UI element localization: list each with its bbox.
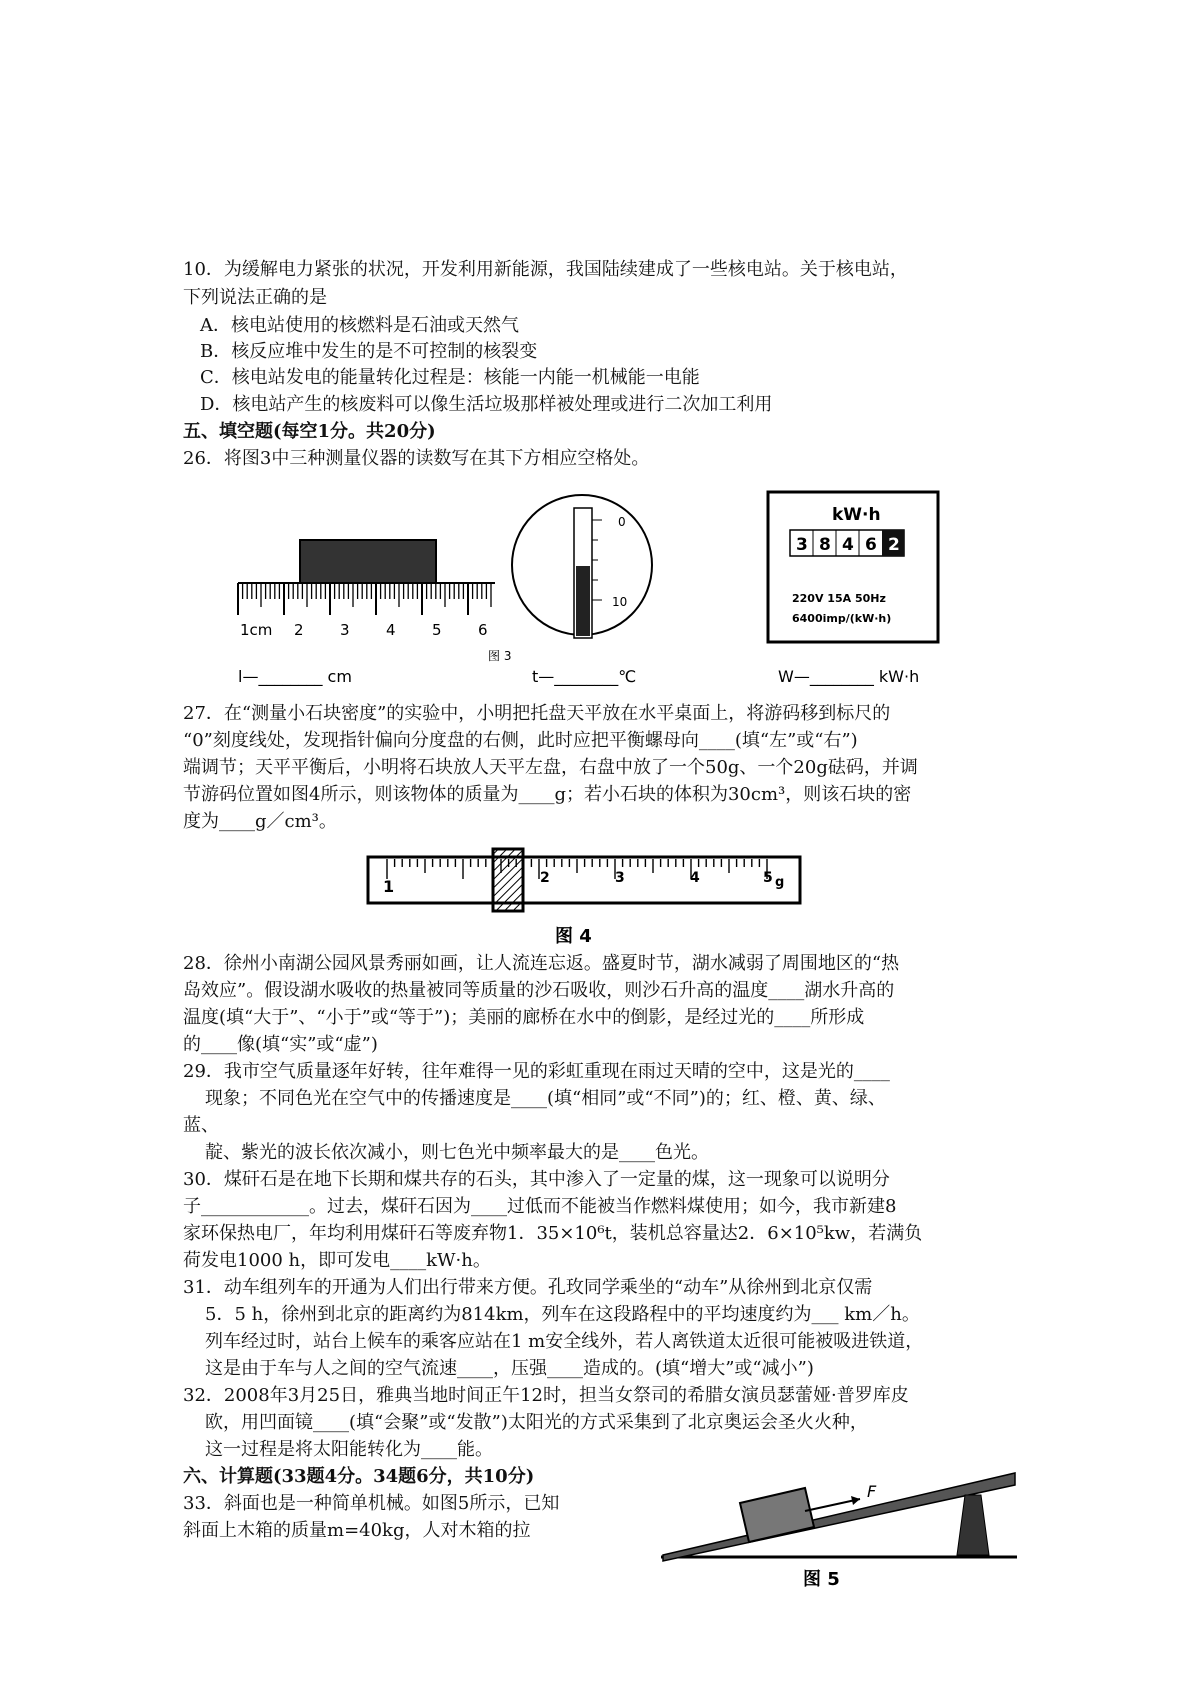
q10-stem-2: 下列说法正确的是 — [183, 287, 327, 308]
q28-line-2: 岛效应”。假设湖水吸收的热量被同等质量的沙石吸收，则沙石升高的温度____湖水升高的 — [183, 980, 895, 1001]
q28-line-1: 28．徐州小南湖公园风景秀丽如画，让人流连忘返。盛夏时节，湖水减弱了周围地区的“热 — [183, 953, 900, 974]
ruler-tick-label: 5 — [432, 621, 442, 639]
thermometer-answer: t—________℃ — [532, 667, 637, 686]
meter-spec-2: 6400imp/(kW·h) — [792, 612, 892, 625]
q27-line-5: 度为____g／cm³。 — [183, 811, 337, 832]
ruler-tick-label: 3 — [340, 621, 350, 639]
q10-option-c: C．核电站发电的能量转化过程是：核能一内能一机械能一电能 — [200, 367, 700, 388]
wooden-box — [740, 1488, 814, 1542]
q27-line-3: 端调节；天平平衡后，小明将石块放人天平左盘，右盘中放了一个50g、一个20g砝码，并调 — [183, 757, 918, 778]
section-6-title: 六、计算题(33题4分。34题6分，共10分) — [183, 1466, 535, 1487]
thermometer-tick-label: 10 — [612, 595, 628, 609]
q28-line-4: 的____像(填“实”或“虚”) — [183, 1034, 378, 1055]
q29-line-1: 29．我市空气质量逐年好转，往年难得一见的彩虹重现在雨过天晴的空中，这是光的____ — [183, 1061, 890, 1082]
q10-option-a: A．核电站使用的核燃料是石油或天然气 — [200, 315, 519, 336]
ruler-tick-label: 1cm — [240, 621, 273, 639]
ruler-figure — [238, 540, 495, 687]
incline-support — [957, 1495, 989, 1555]
meter-digit: 8 — [819, 535, 831, 555]
figure-3 — [220, 490, 1020, 695]
q10-option-d: D．核电站产生的核废料可以像生活垃圾那样被处理或进行二次加工利用 — [200, 394, 773, 415]
q10-option-b: B．核反应堆中发生的是不可控制的核裂变 — [200, 341, 538, 362]
measured-block — [300, 540, 436, 583]
scale-tick-label: 4 — [690, 870, 700, 886]
figure-4 — [365, 846, 805, 946]
meter-spec-1: 220V 15A 50Hz — [792, 592, 886, 605]
q30-line-1: 30．煤矸石是在地下长期和煤共存的石头，其中渗入了一定量的煤，这一现象可以说明分 — [183, 1169, 890, 1190]
scale-rider — [493, 849, 523, 911]
figure-3-label: 图 3 — [488, 649, 512, 663]
q27-line-4: 节游码位置如图4所示，则该物体的质量为____g；若小石块的体积为30cm³，则该石块的密 — [183, 784, 912, 805]
section-5-title: 五、填空题(每空1分。共20分) — [183, 421, 436, 442]
q32-line-2: 欧，用凹面镜____(填“会聚”或“发散”)太阳光的方式采集到了北京奥运会圣火火种， — [205, 1412, 868, 1433]
thermometer-tick-label: 0 — [618, 515, 626, 529]
q29-line-2: 现象；不同色光在空气中的传播速度是____(填“相同”或“不同”)的；红、橙、黄、绿、 — [205, 1088, 886, 1109]
q31-line-1: 31．动车组列车的开通为人们出行带来方便。孔玫同学乘坐的“动车”从徐州到北京仅需 — [183, 1277, 873, 1298]
scale-tick-label: 1 — [383, 877, 395, 896]
scale-tick-label: 5 — [763, 870, 773, 886]
q29-line-3: 蓝、 — [183, 1115, 219, 1136]
ruler-ticks — [238, 583, 491, 615]
q33-line-2: 斜面上木箱的质量m=40kg，人对木箱的拉 — [183, 1520, 531, 1541]
meter-digit: 2 — [888, 535, 900, 555]
q30-line-3: 家环保热电厂，年均利用煤矸石等废弃物1．35×10⁶t，装机总容量达2．6×10⁵kw，若满负 — [183, 1223, 923, 1244]
q10-stem-1: 10．为缓解电力紧张的状况，开发利用新能源，我国陆续建成了一些核电站。关于核电站， — [183, 259, 908, 280]
q32-line-3: 这一过程是将太阳能转化为____能。 — [205, 1439, 493, 1460]
ruler-tick-label: 6 — [478, 621, 488, 639]
q33-line-1: 33．斜面也是一种简单机械。如图5所示，已知 — [183, 1493, 560, 1514]
q32-line-1: 32．2008年3月25日，雅典当地时间正午12时，担当女祭司的希腊女演员瑟蕾娅·普罗库皮 — [183, 1385, 909, 1406]
q28-line-3: 温度(填“大于”、“小于”或“等于”)；美丽的廊桥在水中的倒影，是经过光的____所形成 — [183, 1007, 865, 1028]
figure-5-label: 图 5 — [803, 1569, 840, 1590]
meter-digit: 4 — [842, 535, 854, 555]
q31-line-3: 列车经过时，站台上候车的乘客应站在1 m安全线外，若人离铁道太近很可能被吸进铁道， — [205, 1331, 924, 1352]
meter-unit: kW·h — [832, 505, 881, 525]
ruler-tick-label: 2 — [294, 621, 304, 639]
ruler-tick-label: 4 — [386, 621, 396, 639]
figure-5 — [655, 1455, 1025, 1595]
energy-meter-figure — [768, 492, 938, 687]
q31-line-4: 这是由于车与人之间的空气流速____，压强____造成的。(填“增大”或“减小”) — [205, 1358, 814, 1379]
scale-tick-label: 3 — [615, 870, 625, 886]
thermometer-figure — [488, 495, 652, 687]
q29-line-4: 靛、紫光的波长依次减小，则七色光中频率最大的是____色光。 — [205, 1142, 709, 1163]
meter-digit: 6 — [865, 535, 877, 555]
meter-answer: W—________ kW·h — [778, 667, 920, 686]
meter-digit: 3 — [796, 535, 808, 555]
q27-line-1: 27．在“测量小石块密度”的实验中，小明把托盘天平放在水平桌面上，将游码移到标尺的 — [183, 703, 891, 724]
scale-unit: g — [775, 875, 785, 890]
q26-stem: 26．将图3中三种测量仪器的读数写在其下方相应空格处。 — [183, 448, 650, 469]
q30-line-2: 子____________。过去，煤矸石因为____过低而不能被当作燃料煤使用；如今，我市新建8 — [183, 1196, 897, 1217]
q27-line-2: “0”刻度线处，发现指针偏向分度盘的右侧，此时应把平衡螺母向____(填“左”或“右”) — [183, 730, 858, 751]
force-label: F — [867, 1482, 877, 1501]
scale-tick-label: 2 — [540, 870, 550, 886]
q31-line-2: 5．5 h，徐州到北京的距离约为814km，列车在这段路程中的平均速度约为___ km／h。 — [205, 1304, 920, 1325]
force-arrow — [805, 1499, 860, 1511]
q30-line-4: 荷发电1000 h，即可发电____kW·h。 — [183, 1250, 491, 1271]
ruler-answer: l—________ cm — [238, 667, 352, 686]
figure-4-label: 图 4 — [555, 926, 592, 946]
thermometer-liquid — [576, 566, 590, 636]
